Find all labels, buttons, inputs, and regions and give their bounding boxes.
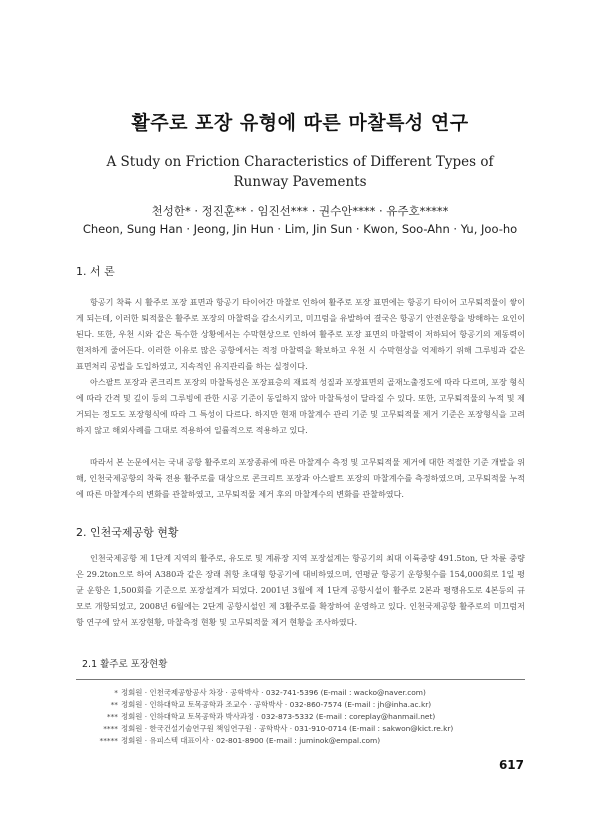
footnote-mark: *	[114, 688, 118, 697]
footnote-mark: **	[110, 700, 118, 709]
footnote-mark: ***	[106, 712, 118, 721]
section-1-heading: 1. 서 론	[76, 265, 115, 278]
footnote-4	[82, 723, 522, 735]
section-1-paragraph-3: 따라서 본 논문에서는 국내 공항 활주로의 포장종류에 따른 마찰계수 측정 및 고무퇴적물 제거에 대한 적절한 기준 개발을 위해, 인천국제공항의 착륙 전용 활주로를 대상으로 콘크리트 포장과 아스팔트 포장의 마찰계수를 측정하였으며, 고무퇴적물 누적에 따른 마찰계수의 변화를 관찰하였고, 고무퇴적물 제거 후의 마찰계수의 변화를 관찰하였다.	[76, 457, 525, 499]
authors-english: Cheon, Sung Han · Jeong, Jin Hun · Lim, Jin Sun · Kwon, Soo-Ahn · Yu, Joo-ho	[82, 222, 518, 236]
footnote-1	[82, 687, 522, 699]
paper-title-korean: 활주로 포장 유형에 따른 마찰특성 연구	[131, 112, 469, 134]
footnote-divider	[76, 679, 525, 680]
footnote-text: 정회원 · 한국건설기술연구원 책임연구원 · 공학박사 · 031-910-0714 (E-mail : sakwon@kict.re.kr)	[121, 724, 454, 733]
footnote-text: 정회원 · 유피스텍 대표이사 · 02-801-8900 (E-mail : juminok@empal.com)	[121, 736, 381, 745]
footnote-5	[82, 735, 522, 747]
authors-korean: 천성한* · 정진훈** · 임진선*** · 권수안**** · 유주호*****	[151, 204, 449, 218]
section-1-paragraph-1: 항공기 착륙 시 활주로 포장 표면과 항공기 타이어간 마찰로 인하여 활주로 포장 표면에는 항공기 타이어 고무퇴적물이 쌓이게 되는데, 이러한 퇴적물은 활주로 포장의 마찰력을 감소시키고, 미끄럼을 유발하여 결국은 항공기 안전운항을 방해하는 요인이 된다. 또한, 우천 시와 같은 특수한 상황에서는 수막현상으로 인하여 활주로 포장 표면의 마찰력이 저하되어 항공기의 제동력이 현저하게 줄어든다. 이러한 이유로 많은 공항에서는 적정 마찰력을 확보하고 우천 시 수막현상을 억제하기 위해 그루빙과 같은 표면처리 공법을 도입하였고, 지속적인 유지관리를 하는 실정이다.	[76, 297, 525, 371]
subsection-2-1-heading: 2.1 활주로 포장현황	[82, 659, 168, 670]
section-2-heading: 2. 인천국제공항 현황	[76, 526, 179, 539]
footnote-list	[82, 687, 522, 747]
page-number: 617	[498, 758, 524, 772]
paper-title-english: A Study on Friction Characteristics of Different Types of Runway Pavements	[106, 154, 494, 190]
section-2-paragraph-1: 인천국제공항 제 1단계 지역의 활주로, 유도로 및 계류장 지역 포장설계는 항공기의 최대 이륙중량 491.5ton, 단 차륜 중량은 29.2ton으로 하여 A380과 같은 장래 취항 초대형 항공기에 대비하였으며, 연평균 항공기 운항횟수를 154,000회로 1일 평균 운항은 1,500회를 기준으로 포장설계가 되었다. 2001년 3월에 제 1단계 공항시설이 활주로 2본과 평행유도로 4본등의 규모로 개항되었고, 2008년 6월에는 2단계 공항시설인 제 3활주로를 확장하여 운영하고 있다. 인천국제공항 활주로의 미끄럼저항 연구에 앞서 포장현황, 마찰측정 현황 및 고무퇴적물 제거 현황을 조사하였다.	[76, 553, 525, 627]
footnote-2	[82, 699, 522, 711]
footnote-mark: ****	[103, 724, 118, 733]
footnote-text: 정회원 · 인하대학교 토목공학과 조교수 · 공학박사 · 032-860-7574 (E-mail : jh@inha.ac.kr)	[121, 700, 432, 709]
footnote-mark: *****	[99, 736, 118, 745]
section-1-paragraph-2: 아스팔트 포장과 콘크리트 포장의 마찰특성은 포장표층의 재료적 성질과 포장표면의 골재노출정도에 따라 다르며, 포장 형식에 따라 간격 및 깊이 등의 그루빙에 관한 시공 기준이 동일하지 않아 마찰특성이 달라질 수 있다. 또한, 고무퇴적물의 누적 및 제거되는 정도도 포장형식에 따라 그 특성이 다르다. 하지만 현재 마찰계수 관리 기준 및 고무퇴적물 제거 기준은 포장형식을 고려하지 않고 해외사례를 그대로 적용하여 일률적으로 적용하고 있다.	[76, 377, 525, 435]
footnote-3	[82, 711, 522, 723]
footnote-text: 정회원 · 인하대학교 토목공학과 박사과정 · 032-873-5332 (E-mail : coreplay@hanmail.net)	[121, 712, 436, 721]
footnote-text: 정회원 · 인천국제공항공사 차장 · 공학박사 · 032-741-5396 (E-mail : wacko@naver.com)	[121, 688, 426, 697]
